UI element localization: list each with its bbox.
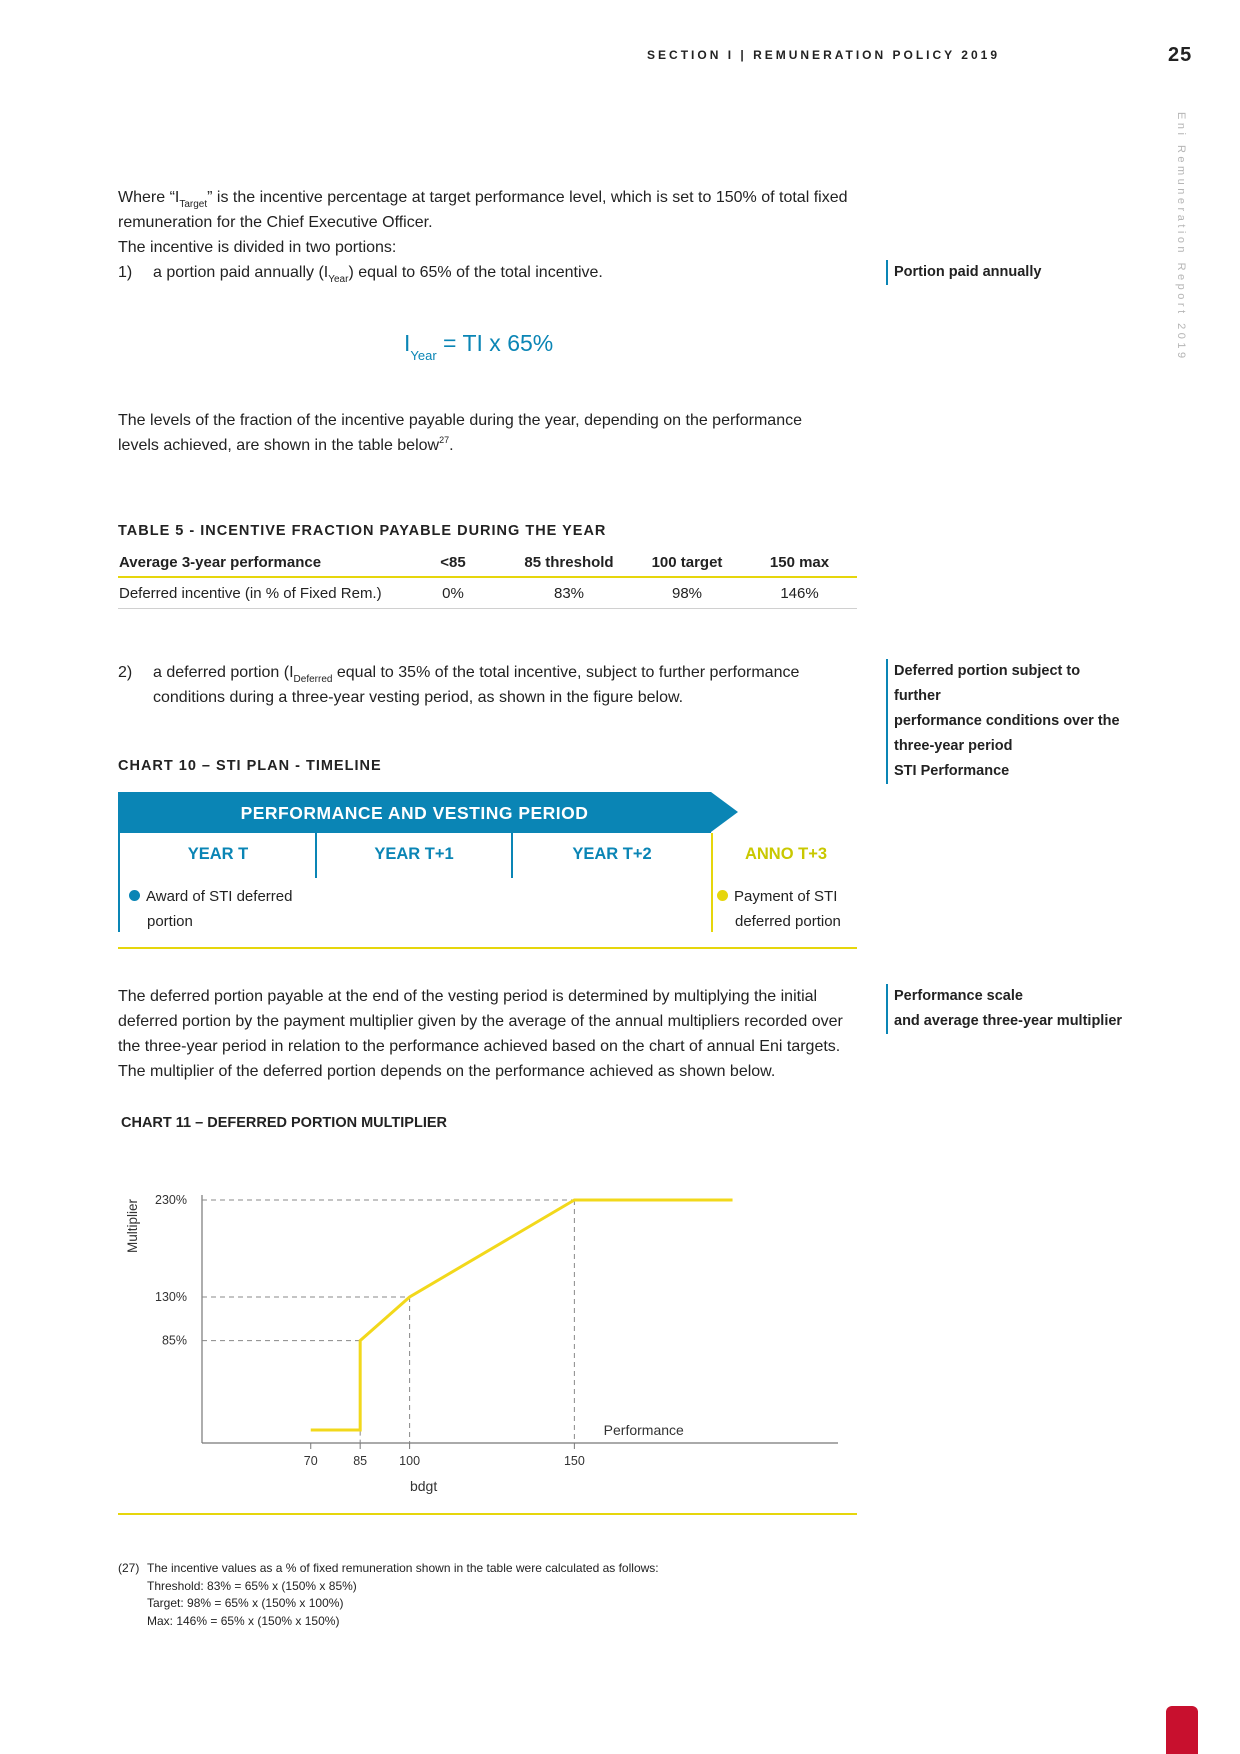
sidenote-line: Performance scale — [894, 988, 1023, 1004]
y-tick-label: 230% — [155, 1193, 187, 1207]
footnote-line-1: (27) The incentive values as a % of fixed remuneration shown in the table were calculated as follows: — [118, 1561, 659, 1575]
deferred-line: The deferred portion payable at the end of the vesting period is determined by multiplying the initial — [118, 988, 818, 1005]
table-header-cell: 85 threshold — [506, 548, 632, 577]
item-2-line-1: 2) a deferred portion ($I_{Deferred}$ equal to 35% of the total incentive, subject to further performance — [118, 664, 800, 685]
year-t3-label: ANNO T+3 — [744, 845, 828, 863]
sidenote-annual: Portion paid annually — [886, 260, 1129, 285]
sidenote-sti: STI Performance — [886, 759, 1129, 784]
sidenote-line: and average three-year multiplier — [894, 1013, 1123, 1029]
table-header-cell: Average 3-year performance — [118, 548, 400, 577]
table-cell: 83% — [506, 577, 632, 609]
intro-paragraph — [118, 185, 863, 285]
item-2-line-2: conditions during a three-year vesting period, as shown in the figure below. — [153, 689, 684, 706]
sidenote-deferred — [886, 659, 1129, 759]
y-axis-label: Multiplier — [125, 1198, 140, 1254]
intro-line-3: The incentive is divided in two portions: — [118, 239, 397, 256]
table-5 — [118, 548, 857, 609]
chart-11 — [110, 1160, 870, 1500]
table-cell: 146% — [742, 577, 857, 609]
x-tick-label: 100 — [399, 1454, 421, 1468]
sidenote-scale — [886, 984, 1129, 1034]
formula-i-year: $I_{Year}$ = TI x 65% — [404, 330, 554, 363]
table-header-cell: <85 — [400, 548, 506, 577]
chart-11-plot — [125, 1193, 838, 1494]
intro-line-1: Where “$I_{Target}$” is the incentive percentage at target performance level, which is set to 150% of total fixed — [118, 189, 848, 210]
footnote-27 — [118, 1560, 659, 1630]
deferred-line: deferred portion by the payment multiplier given by the average of the annual multipliers recorded over — [118, 1013, 843, 1030]
page-tab-marker — [1166, 1706, 1198, 1754]
footnote-line-3: Target: 98% = 65% x (150% x 100%) — [147, 1596, 344, 1610]
levels-line-2: levels achieved, are shown in the table below$^{27}$. — [118, 435, 454, 454]
chart-11-rule — [118, 1513, 857, 1515]
multiplier-series-line — [311, 1200, 733, 1430]
table-5-caption: TABLE 5 - INCENTIVE FRACTION PAYABLE DURING THE YEAR — [118, 523, 607, 539]
chart-11-title: CHART 11 – DEFERRED PORTION MULTIPLIER — [121, 1115, 448, 1131]
chart-10-rule — [118, 947, 857, 949]
yellow-dot-icon — [717, 890, 728, 901]
y-tick-label: 85% — [161, 1333, 187, 1348]
intro-line-2: remuneration for the Chief Executive Officer. — [118, 214, 433, 231]
deferred-line: the three-year period in relation to the performance achieved based on the chart of annual Eni targets. — [118, 1038, 841, 1055]
footnote-line-2: Threshold: 83% = 65% x (150% x 85%) — [147, 1578, 357, 1593]
table-cell: 98% — [632, 577, 742, 609]
deferred-paragraph — [118, 984, 863, 1084]
sidenote-line: performance conditions over the — [894, 713, 1120, 729]
table-header-cell: 100 target — [632, 548, 742, 577]
year-t2-label: YEAR T+2 — [572, 845, 652, 863]
year-t1-label: YEAR T+1 — [374, 845, 454, 863]
x-annotation-label: Performance — [603, 1422, 684, 1438]
vertical-report-title: Eni Remuneration Report 2019 — [1175, 112, 1187, 362]
year-t-label: YEAR T — [187, 845, 249, 863]
sidenote-line: three-year period — [894, 738, 1013, 754]
y-tick-label: 130% — [155, 1289, 187, 1304]
x-tick-label: 150 — [563, 1454, 585, 1468]
x-tick-label: 85 — [353, 1454, 368, 1468]
event-payment-line-2: deferred portion — [735, 913, 841, 930]
footnote-ref: 27 — [439, 435, 450, 445]
chart-10-caption: CHART 10 – STI PLAN - TIMELINE — [118, 758, 382, 774]
item-2 — [118, 660, 863, 710]
levels-line-1: The levels of the fraction of the incentive payable during the year, depending on the performance — [118, 412, 802, 429]
blue-dot-icon — [129, 890, 140, 901]
running-header: SECTION I | REMUNERATION POLICY 2019 — [647, 48, 1000, 62]
table-row — [118, 577, 857, 609]
table-header-row — [118, 548, 857, 577]
deferred-line: The multiplier of the deferred portion depends on the performance achieved as shown below. — [118, 1063, 776, 1080]
sidenote-line: Deferred portion subject to further — [894, 663, 1081, 704]
page-number: 25 — [1168, 44, 1193, 66]
levels-paragraph — [118, 408, 863, 458]
x-tick-label: 70 — [303, 1454, 318, 1468]
vesting-period-banner: PERFORMANCE AND VESTING PERIOD — [118, 792, 711, 833]
event-award-line-2: portion — [147, 913, 193, 930]
event-award: Award of STI deferred portion — [129, 884, 292, 934]
x-axis-label: bdgt — [409, 1478, 438, 1494]
event-payment: Payment of STI deferred portion — [717, 884, 841, 934]
table-header-cell: 150 max — [742, 548, 857, 577]
table-cell: 0% — [400, 577, 506, 609]
arrow-right-icon — [711, 792, 738, 832]
footnote-line-4: Max: 146% = 65% x (150% x 150%) — [147, 1613, 340, 1628]
table-cell: Deferred incentive (in % of Fixed Rem.) — [118, 577, 400, 609]
item-1: 1) a portion paid annually $(I_{Year})$ equal to 65% of the total incentive. — [118, 264, 603, 285]
